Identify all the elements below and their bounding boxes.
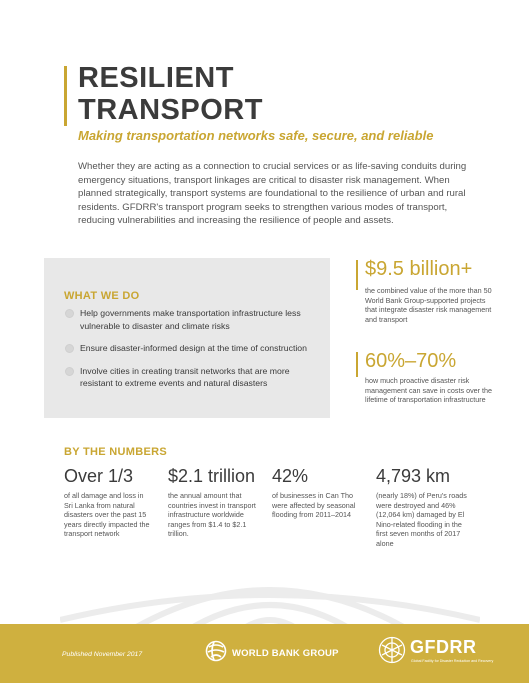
stat-value: $9.5 billion+ — [365, 258, 473, 280]
what-we-do-list — [64, 307, 319, 400]
world-bank-globe-icon — [205, 640, 227, 662]
number-stat-peru — [376, 466, 472, 549]
stat-accent-bar — [356, 352, 358, 377]
list-item-text: Help governments make transportation infrastructure less vulnerable to disaster and climate risks — [80, 308, 301, 331]
stat-text: how much proactive disaster risk management can save in costs over the lifetime of transportation infrastructure — [365, 376, 493, 405]
what-we-do-heading: WHAT WE DO — [64, 290, 140, 302]
bullet-icon — [65, 309, 74, 318]
list-item — [64, 342, 319, 355]
list-item — [64, 307, 319, 332]
page-title — [78, 62, 263, 126]
stat-text: the annual amount that countries invest in transport infrastructure worldwide ranges from $1.4 to $2.1 trillion. — [168, 491, 256, 539]
intro-paragraph: Whether they are acting as a connection to crucial services or as life-saving conduits during emergency situations, transport linkages are critical to disaster risk management. When planned strategically, transport systems are foundational to the resilience of urban and rural residents. GFDRR's transport program seeks to strengthen various modes of transport, reducing vulnerabilities and increasing the resilience of people and assets. — [78, 161, 467, 226]
number-stat-investment — [168, 466, 256, 539]
stat-text: the combined value of the more than 50 World Bank Group-supported projects that integrate disaster risk management and transport — [365, 286, 492, 324]
by-the-numbers-heading: BY THE NUMBERS — [64, 446, 168, 458]
number-stat-sri-lanka — [64, 466, 154, 539]
gfdrr-label: GFDRR — [410, 637, 477, 657]
title-line-2: TRANSPORT — [78, 94, 263, 126]
stat-value: Over 1/3 — [64, 466, 134, 486]
stat-value: 4,793 km — [376, 466, 451, 486]
stat-value: 42% — [272, 466, 309, 486]
page-subtitle: Making transportation networks safe, secure, and reliable — [78, 128, 434, 143]
publication-date: Published November 2017 — [62, 651, 143, 658]
stat-value: $2.1 trillion — [168, 466, 256, 486]
title-accent-bar — [64, 66, 67, 126]
stat-value: 60%–70% — [365, 350, 457, 372]
list-item — [64, 365, 319, 390]
title-line-1: RESILIENT — [78, 62, 234, 94]
stat-text: (nearly 18%) of Peru's roads were destroyed and 46% (12,064 km) damaged by El Nino-related flooding in the first seven months of 2017 alone — [376, 491, 467, 548]
stat-accent-bar — [356, 260, 358, 290]
bullet-icon — [65, 344, 74, 353]
gfdrr-tagline: Global Facility for Disaster Reduction and Recovery — [411, 659, 494, 663]
bullet-icon — [65, 367, 74, 376]
list-item-text: Involve cities in creating transit networks that are more resistant to extreme events and natural disasters — [80, 365, 290, 388]
gfdrr-emblem-icon — [378, 636, 406, 664]
world-bank-label: WORLD BANK GROUP — [232, 648, 339, 659]
list-item-text: Ensure disaster-informed design at the time of construction — [80, 343, 307, 353]
number-stat-can-tho — [272, 466, 364, 520]
footer — [0, 624, 529, 683]
stat-text: of all damage and loss in Sri Lanka from natural disasters over the past 15 years directly impacted the transport network — [64, 491, 150, 539]
stat-text: of businesses in Can Tho were affected by seasonal flooding from 2011–2014 — [272, 491, 356, 520]
